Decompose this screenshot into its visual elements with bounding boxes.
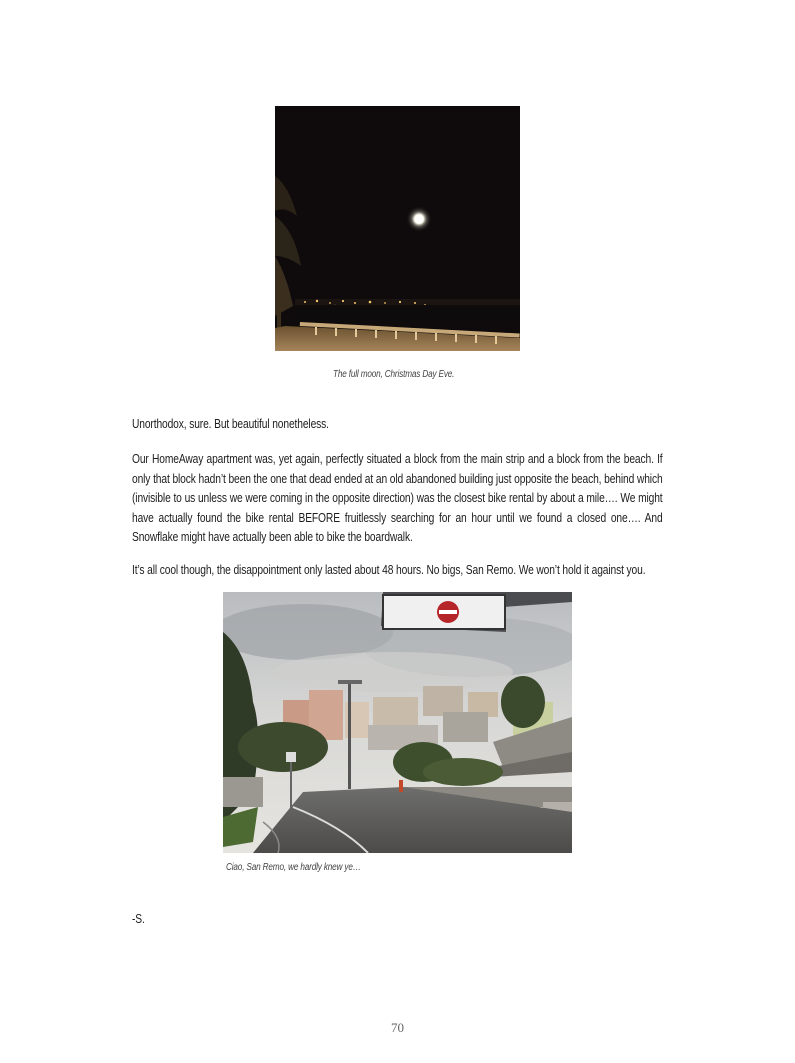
signature: -S.	[132, 912, 145, 926]
paragraph: Our HomeAway apartment was, yet again, perfectly situated a block from the main strip and a block from the beach. If only that block hadn’t been the one that dead ended at an old abandoned building just opposite the beach, behind which (invisible to us unless we were coming in the opposite direction) was the closest bike rental by about a mile…. We might have actually found the bike rental BEFORE fruitlessly searching for an hour until we found a closed one…. And Snowflake might have actually been able to bike the boardwalk.	[132, 452, 663, 544]
figure-caption: The full moon, Christmas Day Eve.	[333, 369, 455, 380]
moon-night-photo	[275, 106, 520, 351]
figure-caption: Ciao, San Remo, we hardly knew ye…	[226, 862, 361, 873]
paragraph: Unorthodox, sure. But beautiful nonetheless.	[132, 417, 329, 431]
san-remo-street-photo	[223, 592, 572, 853]
paragraph: It’s all cool though, the disappointment only lasted about 48 hours. No bigs, San Remo. We won’t hold it against you.	[132, 563, 646, 577]
page-number: 70	[391, 1020, 404, 1035]
